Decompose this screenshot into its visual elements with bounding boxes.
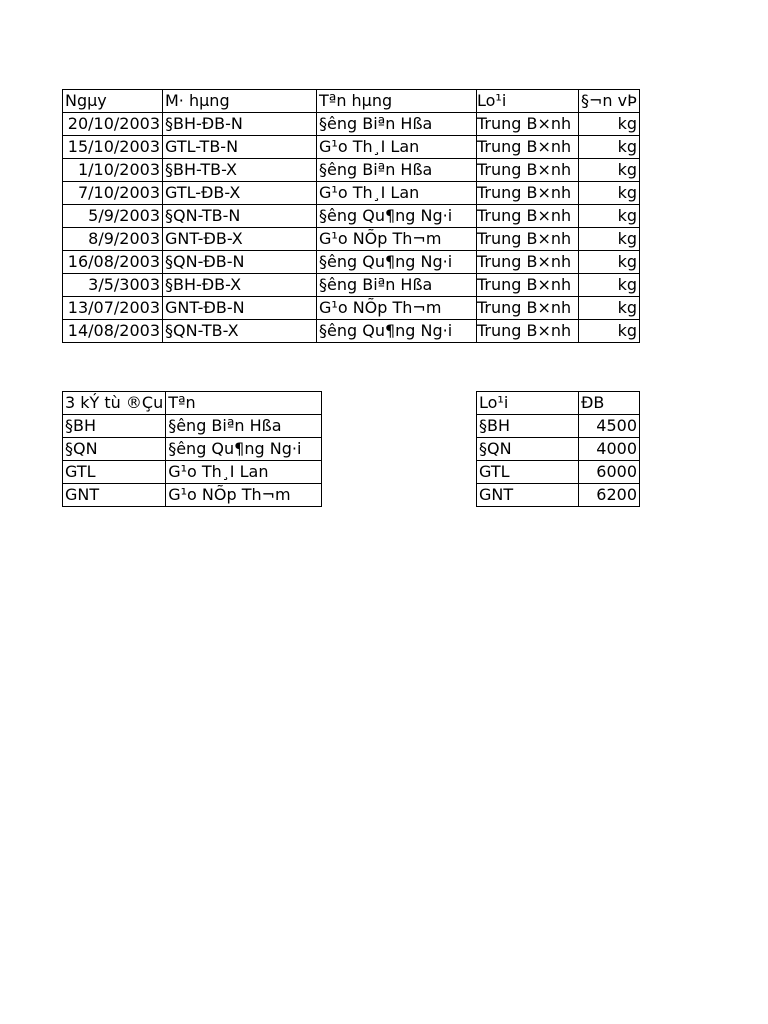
header-cell[interactable]: Lo¹i bbox=[477, 392, 579, 415]
table-cell[interactable]: §êng Biªn Hßa bbox=[317, 113, 477, 136]
header-cell[interactable]: M· hµng bbox=[163, 90, 317, 113]
table-cell[interactable]: §QN bbox=[63, 438, 166, 461]
table-cell[interactable]: 4000 bbox=[579, 438, 640, 461]
table-cell[interactable]: 13/07/2003 bbox=[63, 297, 163, 320]
table-cell[interactable]: §êng Qu¶ng Ng·i bbox=[166, 438, 322, 461]
sales-table bbox=[62, 89, 640, 343]
table-row bbox=[63, 251, 640, 274]
table-cell[interactable]: kg bbox=[579, 251, 640, 274]
table-cell[interactable]: kg bbox=[579, 205, 640, 228]
table-cell[interactable]: Trung B×nh bbox=[477, 320, 579, 343]
table-cell[interactable]: GNT-ĐB-X bbox=[163, 228, 317, 251]
table-cell[interactable]: GTL-TB-N bbox=[163, 136, 317, 159]
price-table bbox=[476, 391, 640, 507]
product-code-table bbox=[62, 391, 322, 507]
table-row bbox=[477, 438, 640, 461]
table-row bbox=[63, 438, 322, 461]
header-cell[interactable]: 3 kÝ tù ®Çu bbox=[63, 392, 166, 415]
table-cell[interactable]: 20/10/2003 bbox=[63, 113, 163, 136]
table-cell[interactable]: G¹o Th¸I Lan bbox=[317, 136, 477, 159]
table-cell[interactable]: 1/10/2003 bbox=[63, 159, 163, 182]
header-cell[interactable]: §¬n vÞ bbox=[579, 90, 640, 113]
table-cell[interactable]: §QN bbox=[477, 438, 579, 461]
table-cell[interactable]: §êng Qu¶ng Ng·i bbox=[317, 205, 477, 228]
table-cell[interactable]: Trung B×nh bbox=[477, 297, 579, 320]
table-cell[interactable]: kg bbox=[579, 113, 640, 136]
table-cell[interactable]: G¹o NÕp Th¬m bbox=[166, 484, 322, 507]
table-cell[interactable]: 16/08/2003 bbox=[63, 251, 163, 274]
header-cell[interactable]: Ngµy bbox=[63, 90, 163, 113]
table-cell[interactable]: §BH bbox=[63, 415, 166, 438]
table-cell[interactable]: 6000 bbox=[579, 461, 640, 484]
table-row bbox=[63, 136, 640, 159]
table-cell[interactable]: 7/10/2003 bbox=[63, 182, 163, 205]
table-cell[interactable]: Trung B×nh bbox=[477, 205, 579, 228]
table-cell[interactable]: Trung B×nh bbox=[477, 182, 579, 205]
header-cell[interactable]: Lo¹i bbox=[477, 90, 579, 113]
table-cell[interactable]: GNT bbox=[63, 484, 166, 507]
table-row bbox=[63, 113, 640, 136]
table-cell[interactable]: kg bbox=[579, 274, 640, 297]
table-cell[interactable]: §QN-ĐB-N bbox=[163, 251, 317, 274]
table-cell[interactable]: GTL bbox=[477, 461, 579, 484]
table-cell[interactable]: §BH-TB-X bbox=[163, 159, 317, 182]
table-cell[interactable]: kg bbox=[579, 182, 640, 205]
table-cell[interactable]: 4500 bbox=[579, 415, 640, 438]
table-cell[interactable]: GTL-ĐB-X bbox=[163, 182, 317, 205]
table-cell[interactable]: kg bbox=[579, 320, 640, 343]
table-cell[interactable]: Trung B×nh bbox=[477, 113, 579, 136]
table-cell[interactable]: kg bbox=[579, 136, 640, 159]
table-cell[interactable]: kg bbox=[579, 228, 640, 251]
table-cell[interactable]: G¹o Th¸I Lan bbox=[317, 182, 477, 205]
table-cell[interactable]: G¹o NÕp Th¬m bbox=[317, 297, 477, 320]
table-cell[interactable]: kg bbox=[579, 297, 640, 320]
table-cell[interactable]: §êng Biªn Hßa bbox=[317, 159, 477, 182]
table-cell[interactable]: §êng Biªn Hßa bbox=[166, 415, 322, 438]
table-cell[interactable]: GTL bbox=[63, 461, 166, 484]
table-row bbox=[63, 297, 640, 320]
header-cell[interactable]: ĐB bbox=[579, 392, 640, 415]
table-cell[interactable]: kg bbox=[579, 159, 640, 182]
header-cell[interactable]: Tªn hµng bbox=[317, 90, 477, 113]
header-row bbox=[63, 90, 640, 113]
table-row bbox=[63, 484, 322, 507]
table-cell[interactable]: §QN-TB-X bbox=[163, 320, 317, 343]
table-cell[interactable]: 3/5/3003 bbox=[63, 274, 163, 297]
table-row bbox=[63, 159, 640, 182]
table-row bbox=[477, 415, 640, 438]
table-row bbox=[63, 320, 640, 343]
table-cell[interactable]: G¹o Th¸I Lan bbox=[166, 461, 322, 484]
table-cell[interactable]: GNT-ĐB-N bbox=[163, 297, 317, 320]
table-cell[interactable]: §êng Biªn Hßa bbox=[317, 274, 477, 297]
table-cell[interactable]: Trung B×nh bbox=[477, 274, 579, 297]
table-cell[interactable]: §êng Qu¶ng Ng·i bbox=[317, 320, 477, 343]
table-cell[interactable]: GNT bbox=[477, 484, 579, 507]
table-row bbox=[63, 228, 640, 251]
header-row bbox=[477, 392, 640, 415]
table-cell[interactable]: §BH-ĐB-N bbox=[163, 113, 317, 136]
table-cell[interactable]: §BH bbox=[477, 415, 579, 438]
table-cell[interactable]: 15/10/2003 bbox=[63, 136, 163, 159]
table-cell[interactable]: 8/9/2003 bbox=[63, 228, 163, 251]
table-cell[interactable]: §QN-TB-N bbox=[163, 205, 317, 228]
table-cell[interactable]: §BH-ĐB-X bbox=[163, 274, 317, 297]
header-row bbox=[63, 392, 322, 415]
table-row bbox=[63, 274, 640, 297]
table-row bbox=[477, 484, 640, 507]
table-cell[interactable]: Trung B×nh bbox=[477, 251, 579, 274]
table-cell[interactable]: G¹o NÕp Th¬m bbox=[317, 228, 477, 251]
table-row bbox=[63, 415, 322, 438]
table-row bbox=[63, 182, 640, 205]
table-cell[interactable]: 14/08/2003 bbox=[63, 320, 163, 343]
table-cell[interactable]: Trung B×nh bbox=[477, 228, 579, 251]
table-row bbox=[63, 205, 640, 228]
header-cell[interactable]: Tªn bbox=[166, 392, 322, 415]
table-cell[interactable]: 6200 bbox=[579, 484, 640, 507]
table-cell[interactable]: Trung B×nh bbox=[477, 136, 579, 159]
table-row bbox=[477, 461, 640, 484]
table-cell[interactable]: 5/9/2003 bbox=[63, 205, 163, 228]
table-cell[interactable]: Trung B×nh bbox=[477, 159, 579, 182]
table-row bbox=[63, 461, 322, 484]
table-cell[interactable]: §êng Qu¶ng Ng·i bbox=[317, 251, 477, 274]
